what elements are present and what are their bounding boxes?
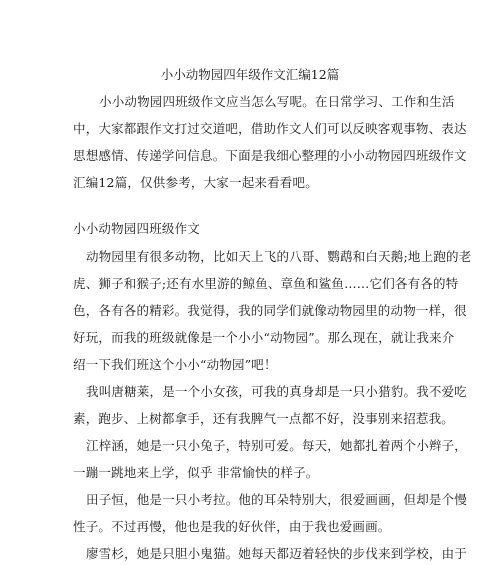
body-line: 色，各有各的精彩。我觉得，我的同学们就像动物园里的动物一样，很	[73, 303, 467, 318]
body-line: 田子恒，他是一只小考拉。他的耳朵特别大，很爱画画，但却是个慢	[86, 492, 468, 507]
body-line: 虎、狮子和猴子;还有水里游的鲸鱼、章鱼和鲨鱼……它们各有各的特	[73, 276, 459, 291]
intro-line: 汇编12篇，仅供参考，大家一起来看看吧。	[73, 175, 318, 190]
intro-line: 小小动物园四班级作文应当怎么写呢。在日常学习、工作和生活	[99, 94, 455, 109]
body-line: 廖雪杉，她是只胆小鬼猫。她每天都迈着轻快的步伐来到学校，由于	[86, 546, 468, 561]
body-line: 素，跑步、上树都拿手，还有我脾气一点都不好，没事别来招惹我。	[73, 411, 455, 426]
intro-line: 中，大家都跟作文打过交道吧，借助作文人们可以反映客观事物、表达	[73, 121, 467, 136]
document-title: 小小动物园四年级作文汇编12篇	[160, 67, 340, 82]
body-line: 动物园里有很多动物，比如天上飞的八哥、鹦鹉和白天鹅;地上跑的老	[86, 249, 472, 264]
body-line: 性子。不过再慢，他也是我的好伙伴，由于我也爱画画。	[73, 519, 391, 534]
body-line: 江梓涵，她是一只小兔子，特别可爱。每天，她都扎着两个小辫子，	[86, 438, 468, 453]
body-line: 一蹦一跳地来上学，似乎 非常愉快的样子。	[73, 465, 319, 480]
intro-line: 思想感情、传递学问信息。下面是我细心整理的小小动物园四班级作文	[73, 148, 467, 163]
section-heading: 小小动物园四班级作文	[73, 221, 201, 236]
body-line: 好玩，而我的班级就像是一个小小“动物园”。那么现在，就让我来介	[73, 330, 455, 345]
body-line: 我叫唐糖莱，是一个小女孩，可我的真身却是一只小猎豹。我不爱吃	[86, 384, 468, 399]
body-line: 绍一下我们班这个小小“动物园”吧！	[73, 357, 277, 372]
